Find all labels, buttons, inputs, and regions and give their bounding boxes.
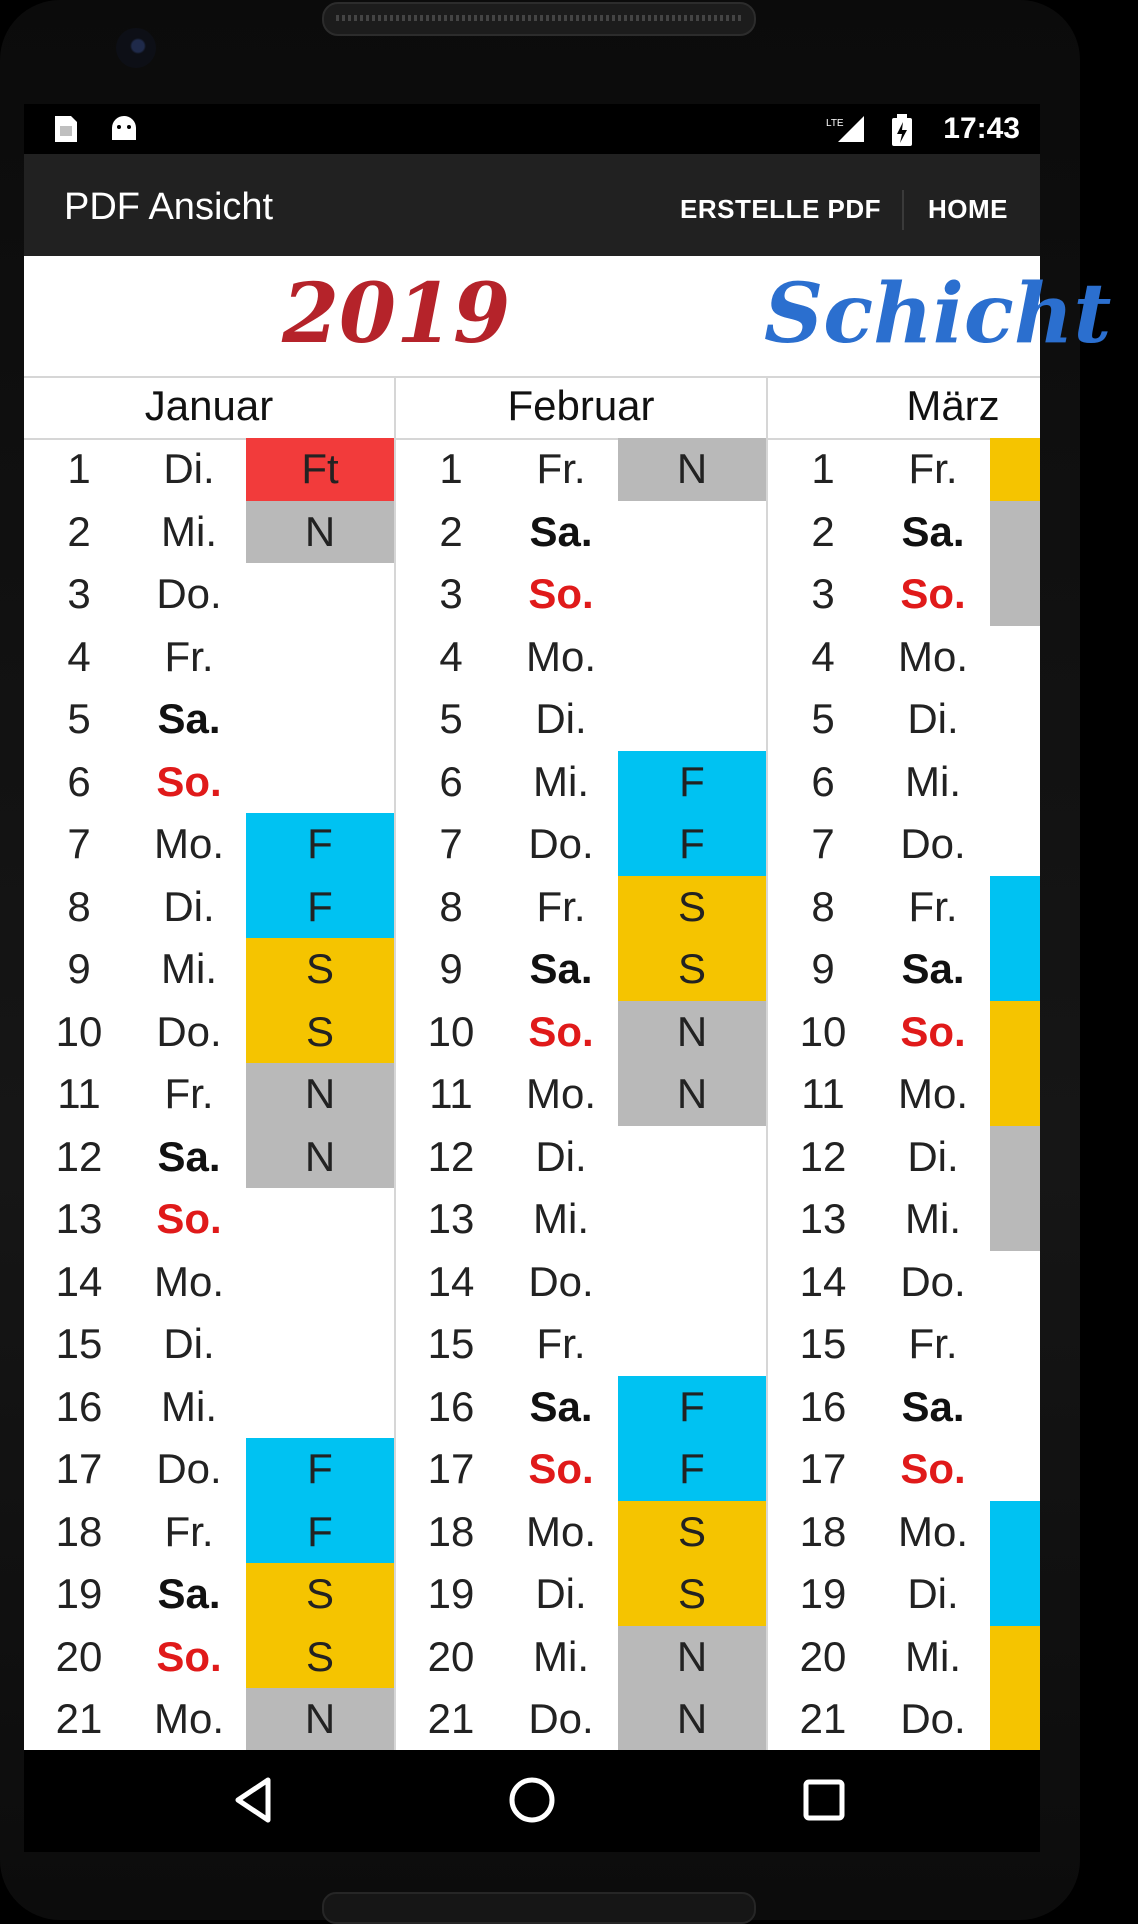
day-row [24, 751, 394, 814]
day-row [24, 938, 394, 1001]
weekday: Do. [156, 570, 222, 617]
clock: 17:43 [943, 112, 1020, 145]
day-number: 19 [427, 1570, 475, 1617]
day-row [396, 1313, 766, 1376]
weekday: Mo. [153, 820, 224, 867]
day-number: 5 [439, 695, 463, 742]
day-row [396, 626, 766, 689]
weekday: Mi. [161, 507, 217, 555]
svg-text:LTE: LTE [826, 118, 844, 129]
shift-cell [990, 1063, 1040, 1126]
shift-cell: N [246, 501, 394, 564]
day-row [24, 1376, 394, 1439]
day-row [24, 1501, 394, 1564]
day-row [24, 1063, 394, 1126]
month-column-januar [24, 438, 394, 1858]
day-row [396, 688, 766, 751]
bottom-speaker [322, 1892, 756, 1924]
shift-cell: S [618, 876, 766, 939]
weekday: So. [900, 1445, 966, 1492]
day-number: 4 [811, 632, 835, 680]
day-number: 3 [811, 570, 835, 617]
pdf-view[interactable] [24, 256, 1112, 1852]
weekday: Do. [528, 1257, 594, 1305]
weekday: Sa. [157, 695, 221, 742]
weekday: Mi. [161, 1382, 217, 1430]
weekday: So. [156, 757, 222, 805]
day-row [396, 1376, 766, 1439]
day-number: 20 [427, 1632, 475, 1680]
day-row [24, 876, 394, 939]
weekday: Fr. [536, 1320, 586, 1367]
shift-cell [990, 501, 1040, 564]
day-number: 3 [67, 570, 91, 617]
shift-cell [990, 438, 1040, 501]
day-row [768, 1688, 1138, 1751]
shift-cell: N [618, 1063, 766, 1126]
weekday: Mo. [897, 1507, 968, 1555]
day-number: 5 [811, 695, 835, 742]
weekday: So. [528, 570, 594, 617]
weekday: Mo. [525, 632, 596, 680]
day-row [768, 1376, 1138, 1439]
day-row [24, 1188, 394, 1251]
day-number: 21 [427, 1695, 475, 1742]
weekday: Do. [900, 1257, 966, 1305]
day-row [24, 813, 394, 876]
day-number: 12 [55, 1132, 103, 1180]
weekday: Do. [900, 820, 966, 867]
day-number: 16 [799, 1382, 847, 1430]
weekday: Mi. [533, 757, 589, 805]
day-number: 14 [427, 1257, 475, 1305]
shift-cell: S [246, 1001, 394, 1064]
weekday: Do. [156, 1007, 222, 1055]
shift-cell: N [618, 1688, 766, 1751]
day-number: 20 [799, 1632, 847, 1680]
month-column-februar [396, 438, 766, 1858]
back-icon[interactable] [224, 1770, 304, 1830]
day-number: 8 [67, 882, 91, 930]
day-row [768, 626, 1138, 689]
day-number: 11 [429, 1070, 473, 1117]
shift-cell: S [618, 1563, 766, 1626]
shift-cell: S [246, 1563, 394, 1626]
day-row [396, 751, 766, 814]
day-row [396, 1626, 766, 1689]
day-number: 1 [811, 445, 835, 492]
app-bar [24, 154, 1040, 256]
shift-cell: F [618, 1438, 766, 1501]
day-row [396, 501, 766, 564]
weekday: Fr. [908, 1320, 958, 1367]
weekday: Do. [900, 1695, 966, 1742]
day-number: 19 [55, 1570, 103, 1617]
weekday: Mi. [533, 1195, 589, 1242]
shift-cell: N [246, 1688, 394, 1751]
day-row [396, 1688, 766, 1751]
day-row [768, 1438, 1138, 1501]
day-number: 9 [439, 945, 463, 992]
weekday: Sa. [529, 945, 593, 992]
day-number: 15 [427, 1320, 475, 1367]
day-number: 1 [67, 445, 91, 492]
day-row [396, 438, 766, 501]
day-row [24, 1688, 394, 1751]
weekday: Sa. [901, 1382, 965, 1430]
shift-cell: S [246, 1626, 394, 1689]
day-number: 10 [799, 1007, 847, 1055]
day-number: 15 [799, 1320, 847, 1367]
day-number: 9 [811, 945, 835, 992]
day-number: 2 [811, 507, 835, 555]
shift-cell: N [246, 1063, 394, 1126]
day-row [768, 501, 1138, 564]
day-row [396, 1438, 766, 1501]
day-row [24, 688, 394, 751]
page-title: PDF Ansicht [64, 186, 274, 228]
shift-cell [990, 1688, 1040, 1751]
day-number: 13 [799, 1195, 847, 1242]
shift-cell: F [246, 1438, 394, 1501]
weekday: Sa. [901, 945, 965, 992]
day-number: 21 [799, 1695, 847, 1742]
year-title: 2019 [282, 266, 511, 362]
day-row [768, 1126, 1138, 1189]
day-number: 16 [427, 1382, 475, 1430]
shift-cell: F [618, 751, 766, 814]
day-number: 11 [57, 1070, 101, 1117]
shift-cell: S [618, 1501, 766, 1564]
day-row [396, 1063, 766, 1126]
shift-cell: F [246, 1501, 394, 1564]
day-row [24, 626, 394, 689]
day-number: 6 [811, 757, 835, 805]
day-row [396, 1501, 766, 1564]
day-number: 17 [55, 1445, 103, 1492]
day-number: 18 [427, 1507, 475, 1555]
day-number: 13 [55, 1195, 103, 1242]
day-row [396, 1188, 766, 1251]
weekday: Fr. [908, 882, 958, 930]
status-bar [24, 104, 1040, 154]
weekday: So. [156, 1632, 222, 1680]
day-row [24, 1563, 394, 1626]
day-row [768, 1501, 1138, 1564]
day-number: 10 [55, 1007, 103, 1055]
shift-cell: F [618, 1376, 766, 1439]
earpiece-speaker [322, 2, 756, 36]
weekday: Sa. [529, 507, 593, 555]
day-number: 21 [55, 1695, 103, 1742]
day-row [24, 1126, 394, 1189]
navigation-bar [24, 1750, 1040, 1852]
day-number: 7 [67, 820, 91, 867]
day-row [24, 1313, 394, 1376]
month-header-januar: Januar [144, 382, 274, 429]
day-row [768, 1313, 1138, 1376]
screen [24, 104, 1112, 1852]
day-row [396, 938, 766, 1001]
day-number: 4 [439, 632, 463, 680]
day-number: 2 [67, 507, 91, 555]
shift-cell [990, 938, 1040, 1001]
weekday: Mo. [525, 1507, 596, 1555]
shift-cell: F [246, 876, 394, 939]
day-number: 20 [55, 1632, 103, 1680]
shift-cell [990, 876, 1040, 939]
weekday: Mi. [905, 1632, 961, 1680]
weekday: Mi. [533, 1632, 589, 1680]
android-icon [108, 114, 140, 151]
weekday: So. [900, 1007, 966, 1055]
document-title: Schicht [764, 266, 1112, 362]
weekday: Sa. [157, 1570, 221, 1617]
shift-cell [990, 1626, 1040, 1689]
weekday: Di. [907, 695, 959, 742]
weekday: Di. [163, 1320, 215, 1367]
shift-cell: N [618, 1001, 766, 1064]
day-row [768, 1063, 1138, 1126]
weekday: So. [528, 1007, 594, 1055]
recent-apps-icon[interactable] [794, 1770, 874, 1830]
home-button[interactable]: HOME [928, 194, 1008, 224]
day-row [396, 813, 766, 876]
weekday: Di. [163, 445, 215, 492]
day-number: 5 [67, 695, 91, 742]
day-row [24, 1001, 394, 1064]
day-row [768, 876, 1138, 939]
weekday: Fr. [164, 1070, 214, 1117]
weekday: Do. [156, 1445, 222, 1492]
day-row [768, 1626, 1138, 1689]
weekday: So. [156, 1195, 222, 1242]
weekday: Sa. [157, 1132, 221, 1180]
day-row [396, 1001, 766, 1064]
day-row [768, 938, 1138, 1001]
weekday: Di. [907, 1132, 959, 1180]
day-row [768, 1563, 1138, 1626]
day-number: 14 [799, 1257, 847, 1305]
day-row [768, 1001, 1138, 1064]
weekday: Fr. [908, 445, 958, 492]
day-row [24, 1626, 394, 1689]
day-row [768, 563, 1138, 626]
day-number: 1 [439, 445, 463, 492]
weekday: Mo. [153, 1695, 224, 1742]
weekday: Di. [163, 882, 215, 930]
day-number: 6 [67, 757, 91, 805]
shift-cell: F [246, 813, 394, 876]
shift-cell [990, 1126, 1040, 1189]
sim-icon [52, 114, 80, 151]
day-row [768, 438, 1138, 501]
day-row [24, 563, 394, 626]
weekday: Mi. [905, 757, 961, 805]
day-row [768, 1188, 1138, 1251]
front-camera [116, 28, 156, 68]
weekday: Mi. [161, 945, 217, 992]
day-number: 2 [439, 507, 463, 555]
day-number: 7 [811, 820, 835, 867]
day-number: 15 [55, 1320, 103, 1367]
weekday: Di. [535, 695, 587, 742]
weekday: Mo. [897, 632, 968, 680]
weekday: Fr. [164, 632, 214, 680]
weekday: Fr. [536, 445, 586, 492]
day-number: 9 [67, 945, 91, 992]
month-header-februar: Februar [507, 382, 655, 429]
weekday: Fr. [536, 882, 586, 930]
day-row [768, 751, 1138, 814]
shift-cell: F [618, 813, 766, 876]
day-number: 12 [799, 1132, 847, 1180]
home-icon[interactable] [502, 1770, 582, 1830]
day-row [768, 1251, 1138, 1314]
day-number: 4 [67, 632, 91, 680]
day-row [396, 1126, 766, 1189]
weekday: Do. [528, 820, 594, 867]
weekday: Do. [528, 1695, 594, 1742]
shift-cell: Ft [246, 438, 394, 501]
day-number: 13 [427, 1195, 475, 1242]
day-row [24, 501, 394, 564]
weekday: Di. [907, 1570, 959, 1617]
shift-cell [990, 1501, 1040, 1564]
day-row [768, 813, 1138, 876]
weekday: Sa. [529, 1382, 593, 1430]
day-number: 18 [799, 1507, 847, 1555]
day-row [396, 876, 766, 939]
weekday: Mo. [525, 1070, 596, 1117]
day-number: 17 [799, 1445, 847, 1492]
day-number: 7 [439, 820, 463, 867]
shift-cell: N [618, 438, 766, 501]
weekday: So. [528, 1445, 594, 1492]
shift-cell [990, 1563, 1040, 1626]
weekday: Di. [535, 1570, 587, 1617]
day-number: 12 [427, 1132, 475, 1180]
shift-cell: N [618, 1626, 766, 1689]
day-number: 17 [427, 1445, 475, 1492]
action-divider [902, 190, 904, 230]
weekday: Sa. [901, 507, 965, 555]
day-row [24, 1438, 394, 1501]
month-column-maerz [768, 438, 1138, 1858]
day-row [396, 563, 766, 626]
day-row [396, 1563, 766, 1626]
lte-signal-icon [824, 114, 866, 151]
divider [24, 376, 1040, 378]
day-number: 3 [439, 570, 463, 617]
day-number: 14 [55, 1257, 103, 1305]
weekday: So. [900, 570, 966, 617]
weekday: Mi. [905, 1195, 961, 1242]
day-row [396, 1251, 766, 1314]
battery-charging-icon [890, 114, 914, 153]
day-row [24, 438, 394, 501]
day-number: 16 [55, 1382, 103, 1430]
day-number: 11 [801, 1070, 845, 1117]
shift-cell [990, 1188, 1040, 1251]
day-row [768, 688, 1138, 751]
weekday: Fr. [164, 1507, 214, 1555]
day-number: 6 [439, 757, 463, 805]
day-number: 18 [55, 1507, 103, 1555]
day-row [24, 1251, 394, 1314]
day-number: 10 [427, 1007, 475, 1055]
create-pdf-button[interactable]: ERSTELLE PDF [680, 194, 882, 224]
weekday: Di. [535, 1132, 587, 1180]
weekday: Mo. [897, 1070, 968, 1117]
month-header-maerz: März [906, 382, 1000, 429]
shift-cell: N [246, 1126, 394, 1189]
shift-cell [990, 563, 1040, 626]
day-number: 8 [439, 882, 463, 930]
day-number: 19 [799, 1570, 847, 1617]
weekday: Mo. [153, 1257, 224, 1305]
shift-cell [990, 1001, 1040, 1064]
shift-cell: S [246, 938, 394, 1001]
shift-cell: S [618, 938, 766, 1001]
day-number: 8 [811, 882, 835, 930]
